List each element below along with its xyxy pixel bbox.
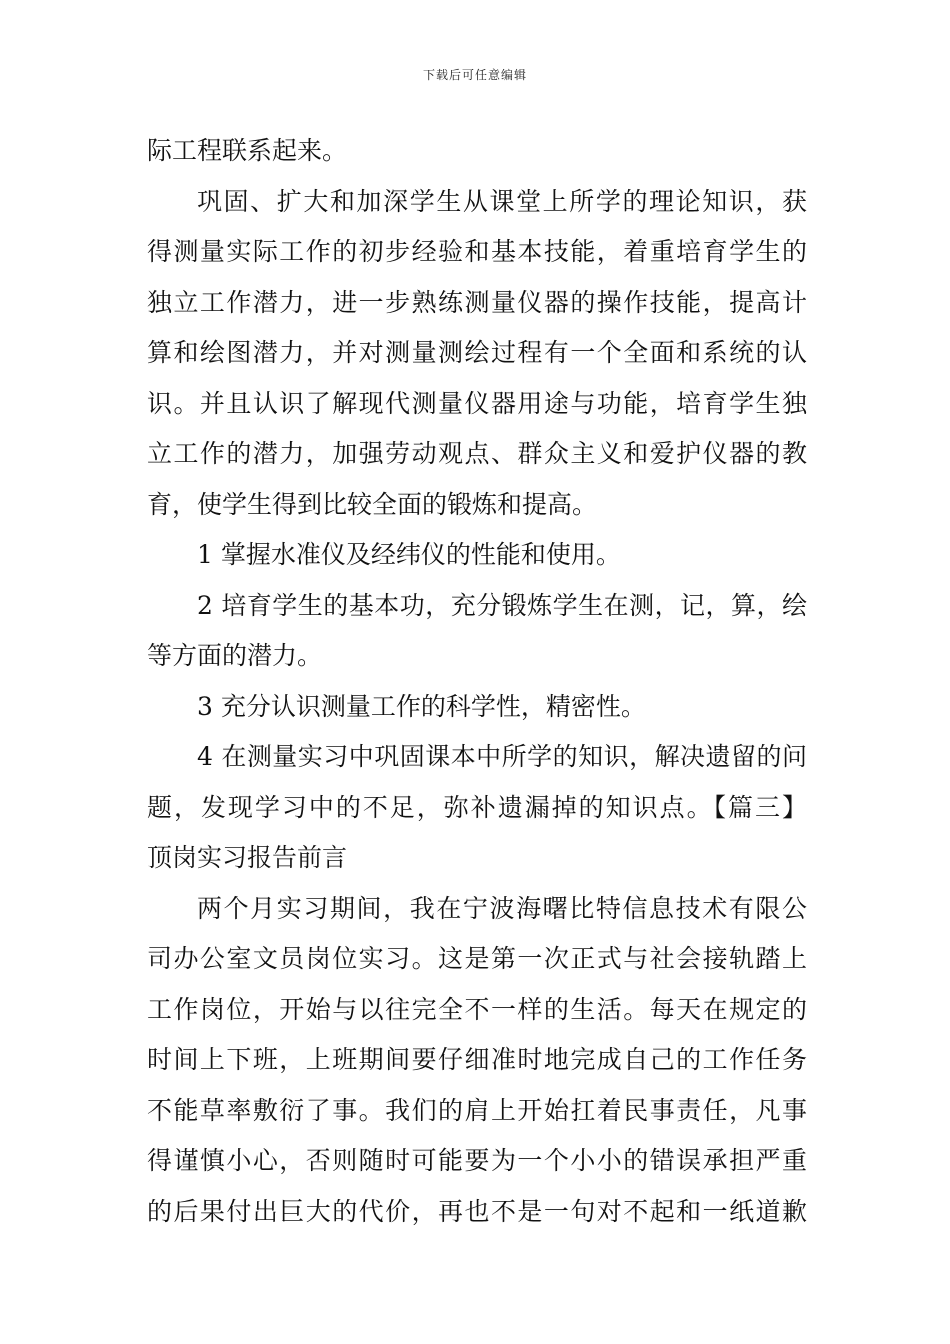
text-line: 3 充分认识测量工作的科学性，精密性。 [197, 691, 646, 721]
text-line: 独立工作潜力，进一步熟练测量仪器的操作技能，提高计 [147, 287, 807, 317]
text-line: 巩固、扩大和加深学生从课堂上所学的理论知识，获 [197, 186, 807, 216]
text-line: 算和绘图潜力，并对测量测绘过程有一个全面和系统的认 [147, 338, 807, 367]
text-line: 顶岗实习报告前言 [147, 843, 348, 872]
text-line: 司办公室文员岗位实习。这是第一次正式与社会接轨踏上 [147, 944, 807, 973]
text-line: 2 培育学生的基本功，充分锻炼学生在测，记，算，绘 [197, 590, 807, 620]
text-line: 得谨慎小心，否则随时可能要为一个小小的错误承担严重 [147, 1146, 807, 1175]
page-header: 下载后可任意编辑 [422, 68, 527, 82]
text-line: 得测量实际工作的初步经验和基本技能，着重培育学生的 [147, 237, 807, 266]
text-line: 两个月实习期间，我在宁波海曙比特信息技术有限公 [197, 893, 807, 923]
text-line: 不能草率敷衍了事。我们的肩上开始扛着民事责任，凡事 [147, 1095, 807, 1125]
text-line: 时间上下班，上班期间要仔细准时地完成自己的工作任务 [147, 1045, 807, 1074]
document-body [147, 126, 807, 1237]
text-line: 识。并且认识了解现代测量仪器用途与功能，培育学生独 [147, 388, 807, 418]
text-line: 立工作的潜力，加强劳动观点、群众主义和爱护仪器的教 [147, 439, 807, 468]
text-line: 工作岗位，开始与以往完全不一样的生活。每天在规定的 [147, 994, 807, 1024]
text-line: 题，发现学习中的不足，弥补遗漏掉的知识点。【篇三】 [147, 792, 807, 822]
text-line: 4 在测量实习中巩固课本中所学的知识，解决遗留的问 [197, 742, 807, 771]
text-line: 际工程联系起来。 [147, 136, 348, 165]
text-line: 的后果付出巨大的代价，再也不是一句对不起和一纸道歉 [147, 1196, 807, 1226]
text-line: 等方面的潜力。 [147, 641, 323, 670]
text-line: 育，使学生得到比较全面的锻炼和提高。 [147, 489, 598, 519]
text-line: 1 掌握水准仪及经纬仪的性能和使用。 [197, 540, 621, 569]
